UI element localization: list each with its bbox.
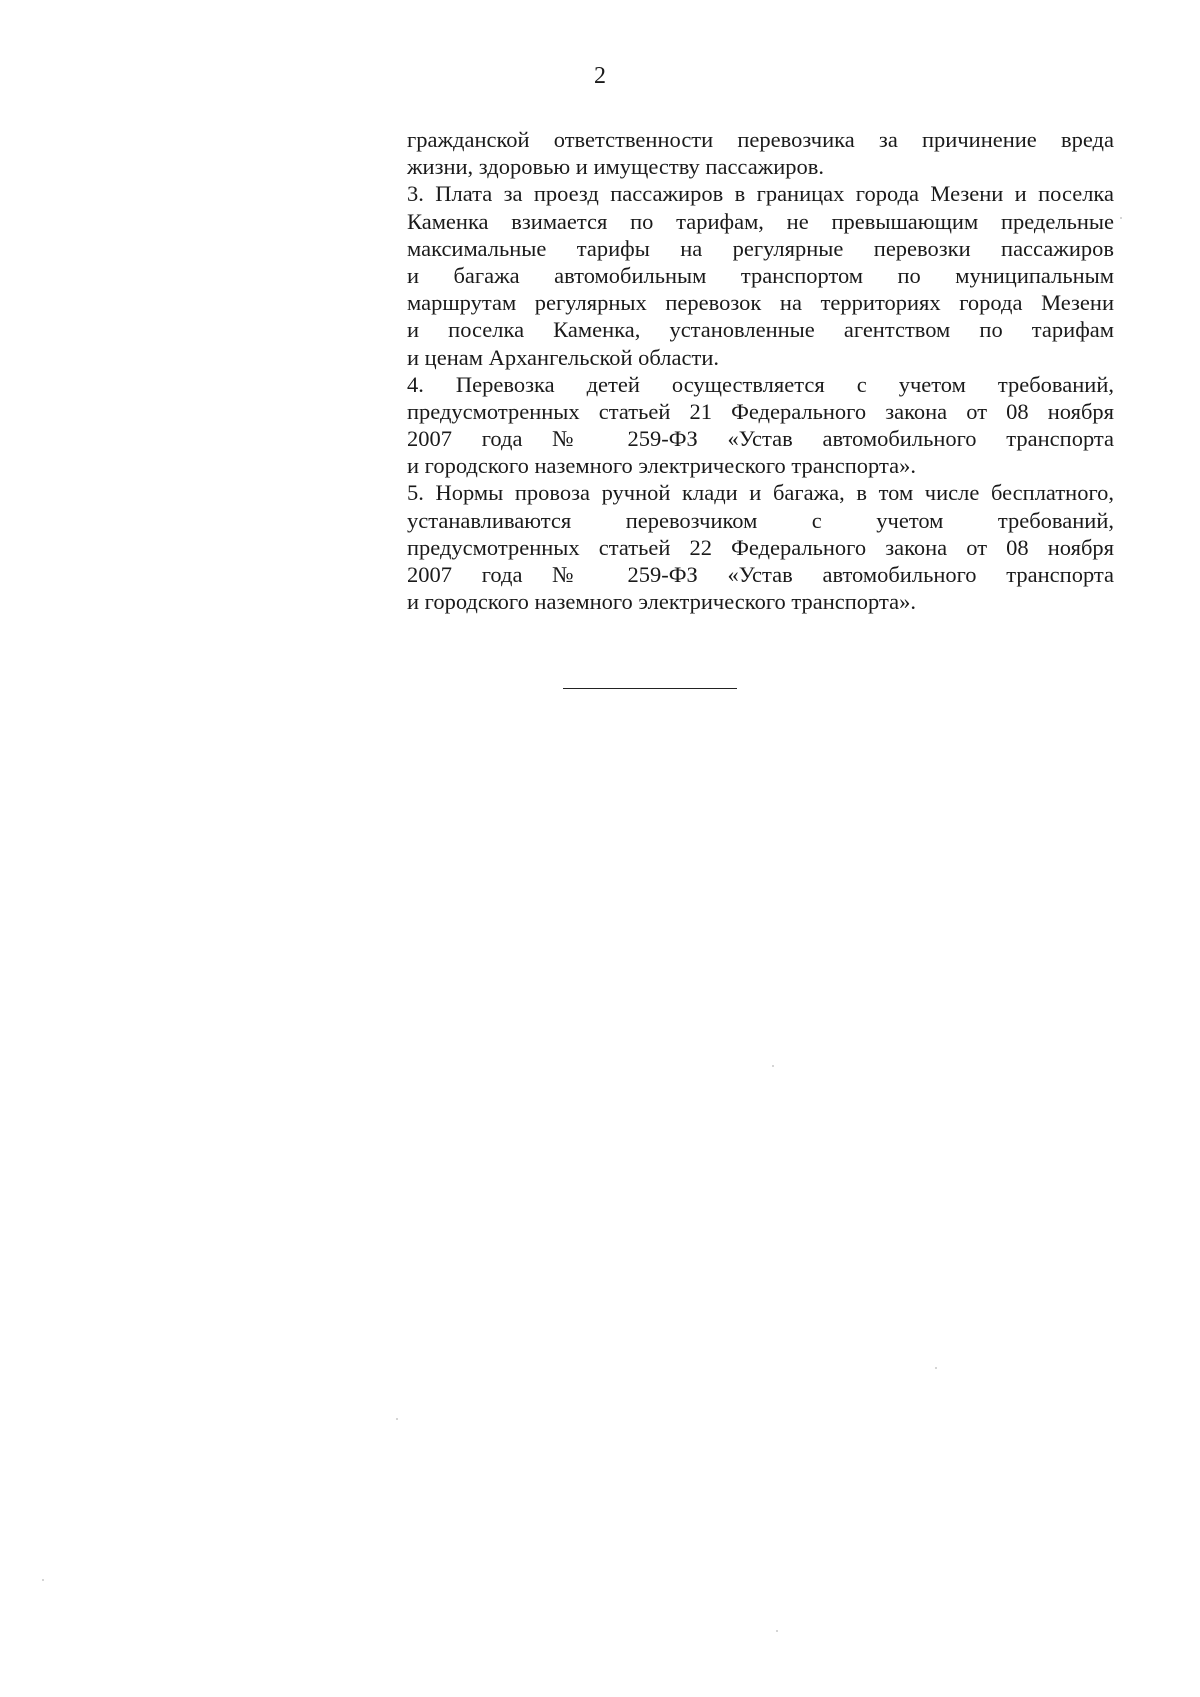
scan-speck: [396, 1418, 398, 1420]
text-line: 3. Плата за проезд пассажиров в границах города Мезени и поселка: [407, 181, 1114, 207]
text-line: гражданской ответственности перевозчика за причинение вреда: [407, 127, 1114, 152]
scan-speck: [1120, 217, 1122, 219]
text-line: жизни, здоровью и имуществу пассажиров.: [407, 154, 825, 180]
text-line: и городского наземного электрического транспорта».: [407, 453, 916, 479]
page-number: 2: [594, 63, 606, 89]
body-text: [407, 126, 1114, 615]
end-separator-line: [563, 688, 737, 689]
text-line: и городского наземного электрического транспорта».: [407, 589, 916, 615]
text-line: и поселка Каменка, установленные агентством по тарифам: [407, 317, 1114, 343]
scan-speck: [42, 1579, 44, 1581]
scan-speck: [772, 1065, 774, 1067]
text-line: 5. Нормы провоза ручной клади и багажа, в том числе бесплатного,: [407, 480, 1114, 506]
text-line: предусмотренных статьей 22 Федерального закона от 08 ноября: [407, 534, 1114, 560]
text-line: Каменка взимается по тарифам, не превышающим предельные: [407, 208, 1114, 234]
text-line: предусмотренных статьей 21 Федерального закона от 08 ноября: [407, 398, 1114, 424]
text-line: маршрутам регулярных перевозок на территориях города Мезени: [407, 290, 1114, 316]
text-line: 2007 года № 259-ФЗ «Устав автомобильного транспорта: [407, 562, 1114, 587]
scan-speck: [935, 1367, 937, 1369]
scan-speck: [776, 1630, 778, 1632]
text-line: максимальные тарифы на регулярные перевозки пассажиров: [407, 235, 1114, 261]
text-line: и ценам Архангельской области.: [407, 344, 720, 370]
text-line: 2007 года № 259-ФЗ «Устав автомобильного транспорта: [407, 426, 1114, 452]
text-line: и багажа автомобильным транспортом по муниципальным: [407, 262, 1114, 288]
text-line: 4. Перевозка детей осуществляется с учетом требований,: [407, 371, 1114, 397]
text-line: устанавливаются перевозчиком с учетом требований,: [407, 507, 1114, 533]
